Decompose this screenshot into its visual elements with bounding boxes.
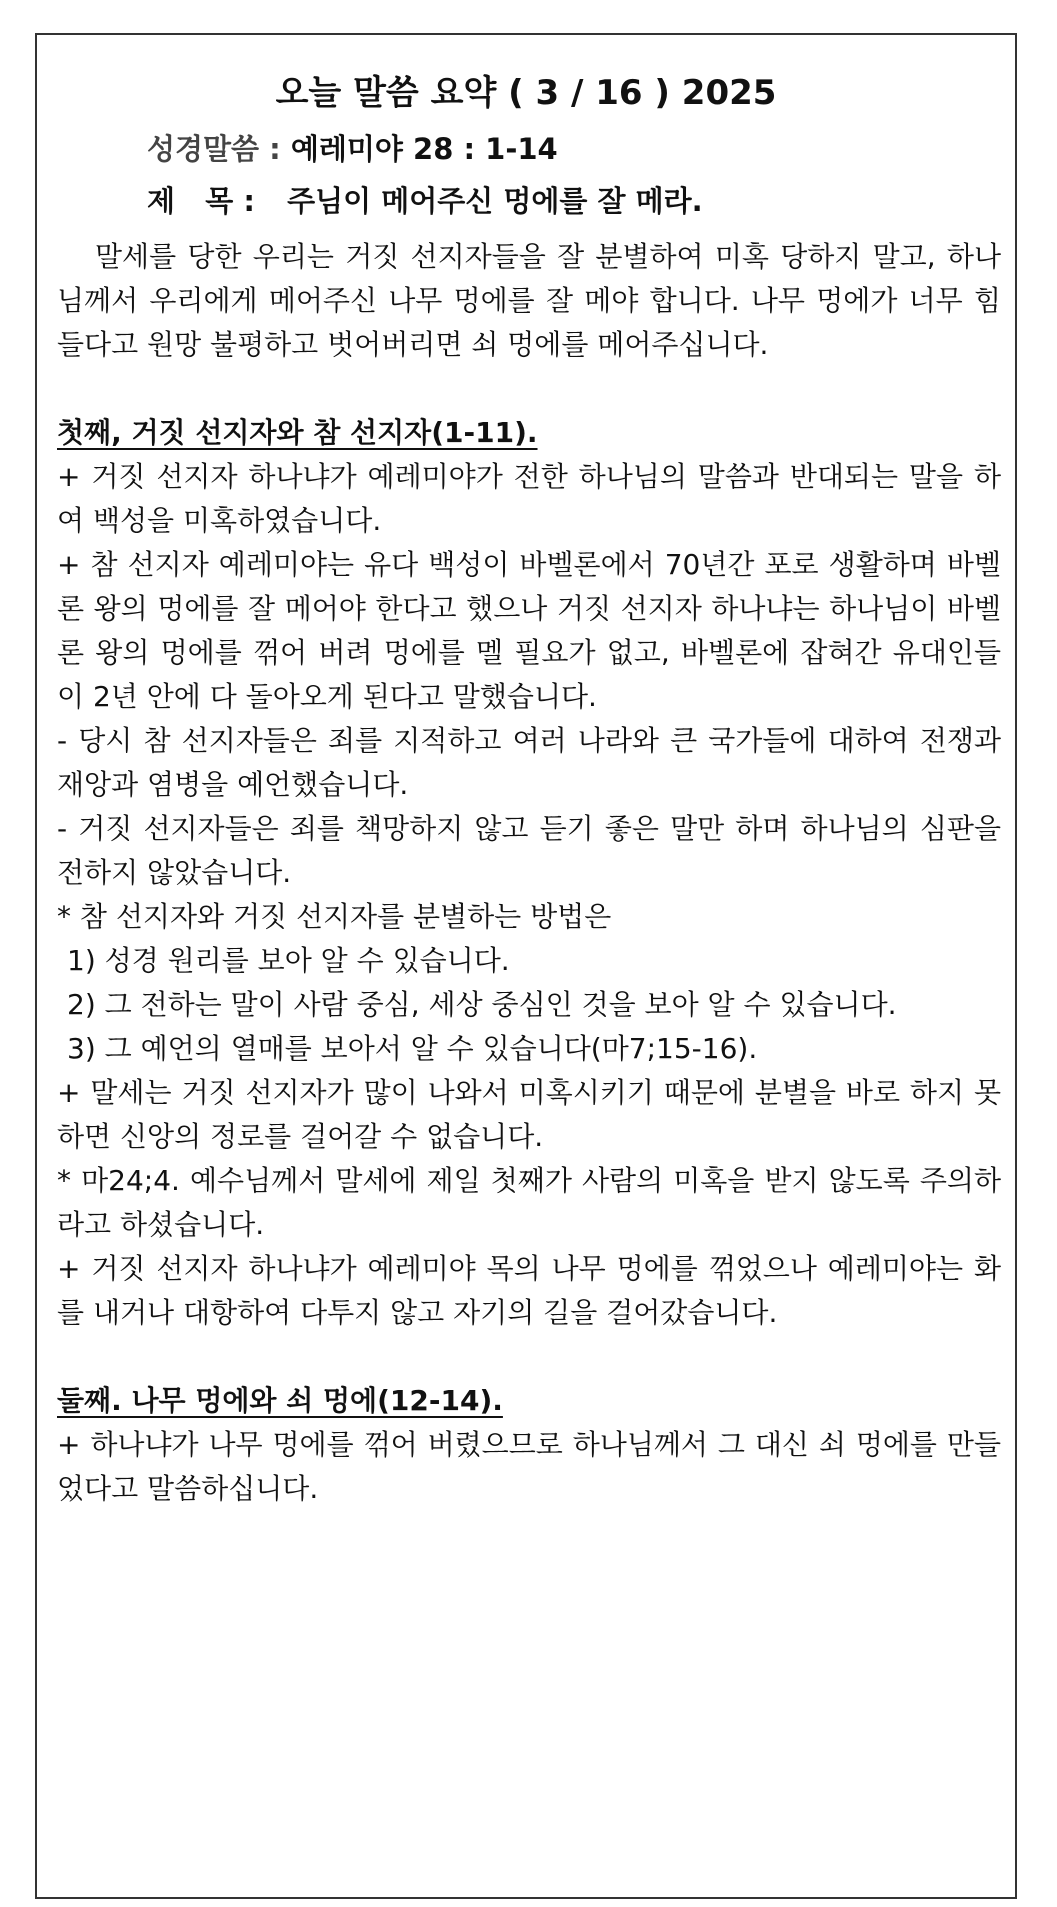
scripture-line xyxy=(147,127,558,168)
list-item: + 거짓 선지자 하나냐가 예레미야 목의 나무 멍에를 꺾었으나 예레미야는 화를 내거나 대항하여 다투지 않고 자기의 길을 걸어갔습니다. xyxy=(57,1252,1001,1329)
list-item: + 말세는 거짓 선지자가 많이 나와서 미혹시키기 때문에 분별을 바로 하지 못하면 신앙의 정로를 걸어갈 수 없습니다. xyxy=(57,1076,1001,1153)
list-item: + 하나냐가 나무 멍에를 꺾어 버렸으므로 하나님께서 그 대신 쇠 멍에를 만들었다고 말씀하십니다. xyxy=(57,1428,1001,1505)
list-item: * 참 선지자와 거짓 선지자를 분별하는 방법은 xyxy=(57,900,612,933)
list-item: + 거짓 선지자 하나냐가 예레미야가 전한 하나님의 말씀과 반대되는 말을 하여 백성을 미혹하였습니다. xyxy=(57,460,1001,537)
list-item: * 마24;4. 예수님께서 말세에 제일 첫째가 사람의 미혹을 받지 않도록 주의하라고 하셨습니다. xyxy=(57,1164,1001,1241)
list-item: 2) 그 전하는 말이 사람 중심, 세상 중심인 것을 보아 알 수 있습니다. xyxy=(67,988,897,1021)
theme-line xyxy=(147,179,703,220)
list-item: + 참 선지자 예레미야는 유다 백성이 바벨론에서 70년간 포로 생활하며 바벨론 왕의 멍에를 잘 메어야 한다고 했으나 거짓 선지자 하나냐는 하나님이 바벨론 왕의 멍에를 꺾어 버려 멍에를 멜 필요가 없고, 바벨론에 잡혀간 유대인들이 2년 안에 다 돌아오게 된다고 말했습니다. xyxy=(57,548,1001,713)
list-item: 1) 성경 원리를 보아 알 수 있습니다. xyxy=(67,944,510,977)
intro-paragraph: 말세를 당한 우리는 거짓 선지자들을 잘 분별하여 미혹 당하지 말고, 하나님께서 우리에게 메어주신 나무 멍에를 잘 메야 합니다. 나무 멍에가 너무 힘들다고 원망 불평하고 벗어버리면 쇠 멍에를 메어주십니다. xyxy=(57,240,1001,361)
section-heading-first: 첫째, 거짓 선지자와 참 선지자(1-11). xyxy=(57,416,538,449)
scripture-label: 성경말씀 : xyxy=(147,132,281,166)
list-item: - 거짓 선지자들은 죄를 책망하지 않고 듣기 좋은 말만 하며 하나님의 심판을 전하지 않았습니다. xyxy=(57,812,1001,889)
spacer xyxy=(57,367,1001,411)
theme-label: 제 목 : xyxy=(147,184,256,218)
spacer xyxy=(57,1335,1001,1379)
list-item: 3) 그 예언의 열매를 보아서 알 수 있습니다(마7;15-16). xyxy=(67,1032,758,1065)
list-item: - 당시 참 선지자들은 죄를 지적하고 여러 나라와 큰 국가들에 대하여 전쟁과 재앙과 염병을 예언했습니다. xyxy=(57,724,1001,801)
section-heading-second: 둘째. 나무 멍에와 쇠 멍에(12-14). xyxy=(57,1384,503,1417)
sermon-body xyxy=(57,235,1001,1511)
page-title: 오늘 말씀 요약 ( 3 / 16 ) 2025 xyxy=(275,73,777,113)
summary-frame xyxy=(35,33,1017,1899)
theme-value: 주님이 메어주신 멍에를 잘 메라. xyxy=(287,184,703,218)
scripture-value: 예레미야 28 : 1-14 xyxy=(290,132,558,166)
